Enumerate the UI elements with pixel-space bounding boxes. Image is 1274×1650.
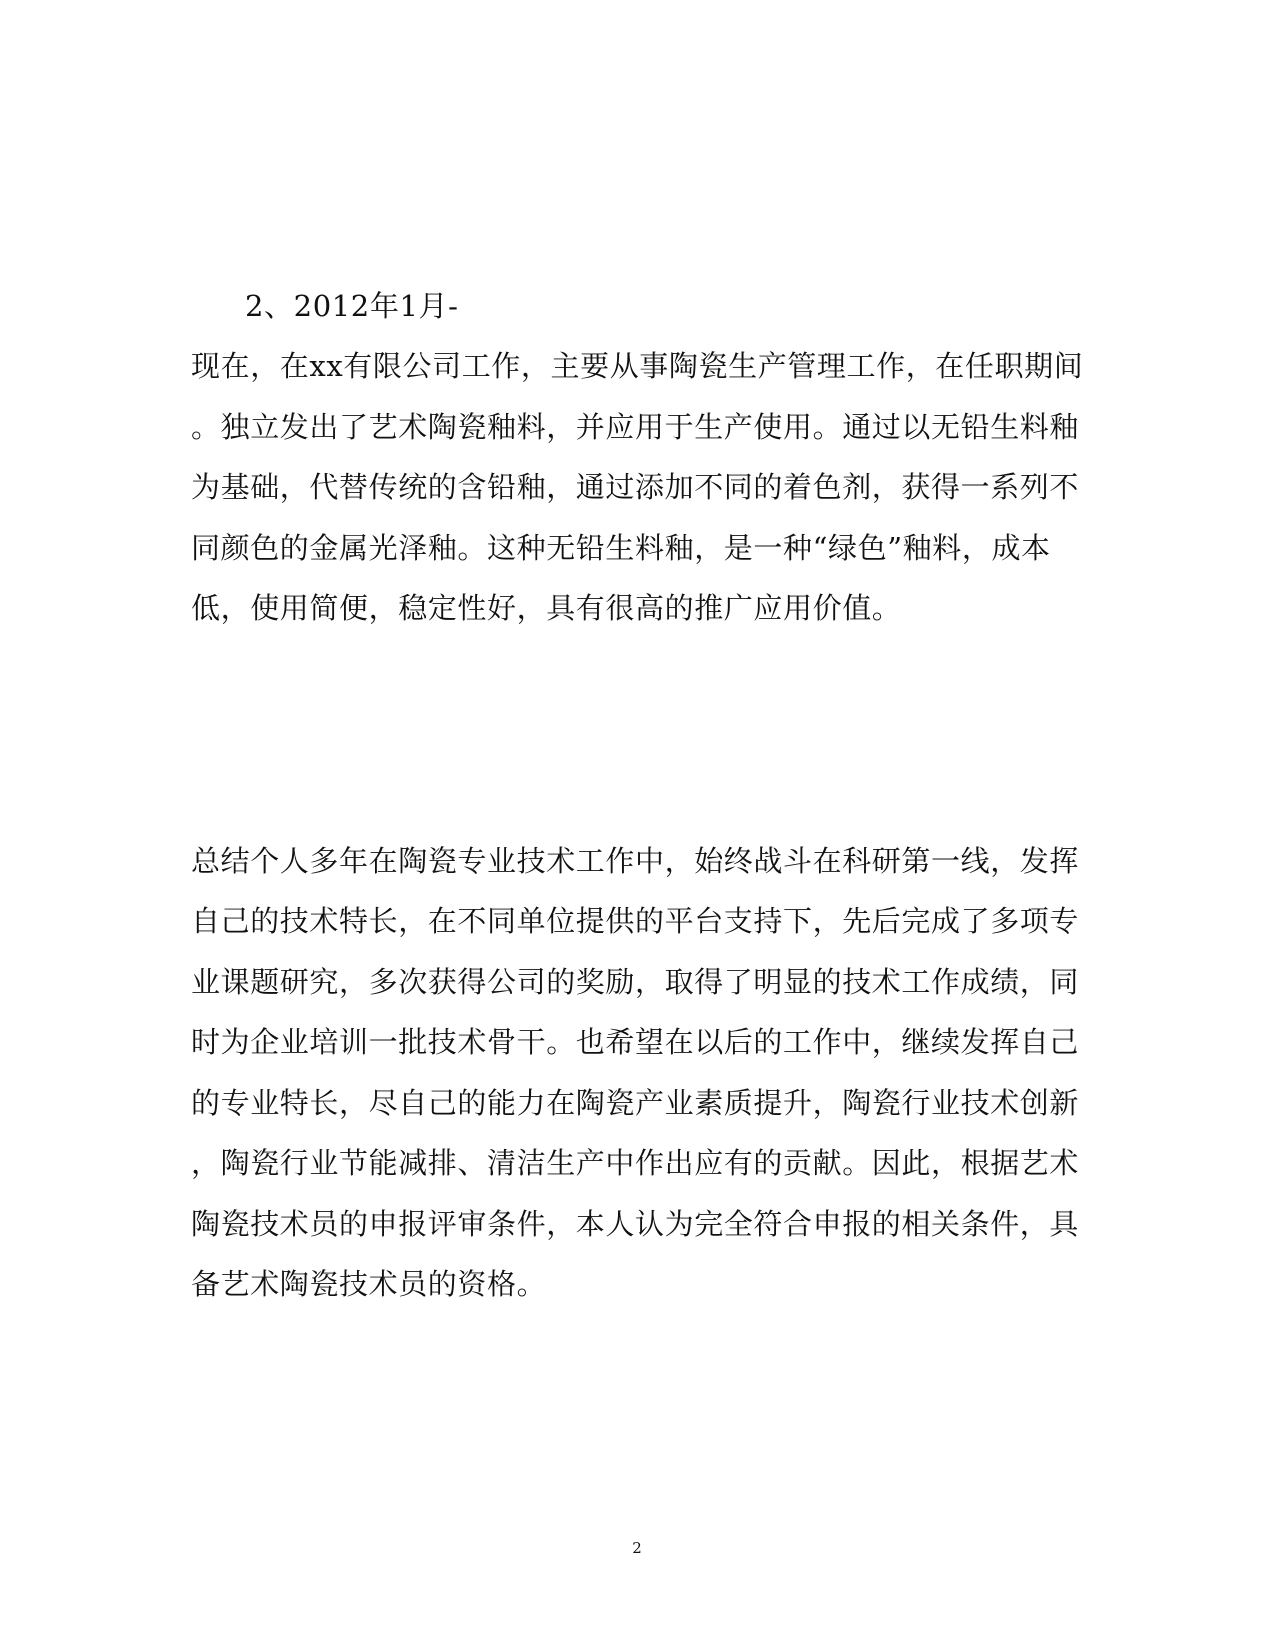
paragraph-line: 自己的技术特长，在不同单位提供的平台支持下，先后完成了多项专 (191, 904, 1080, 938)
paragraph-line: ，陶瓷行业节能减排、清洁生产中作出应有的贡献。因此，根据艺术 (191, 1146, 1080, 1180)
paragraph-line: 时为企业培训一批技术骨干。也希望在以后的工作中，继续发挥自己 (191, 1025, 1080, 1059)
paragraph-line: 同颜色的金属光泽釉。这种无铅生料釉，是一种“绿色”釉料，成本 (191, 531, 1051, 565)
page-number: 2 (632, 1539, 642, 1557)
paragraph-line: 陶瓷技术员的申报评审条件，本人认为完全符合申报的相关条件，具 (191, 1207, 1080, 1241)
paragraph-line: 总结个人多年在陶瓷专业技术工作中，始终战斗在科研第一线，发挥 (191, 844, 1080, 878)
paragraph-line: 低，使用简便，稳定性好，具有很高的推广应用价值。 (191, 591, 902, 625)
paragraph-line: 业课题研究，多次获得公司的奖励，取得了明显的技术工作成绩，同 (191, 965, 1080, 999)
paragraph-line: 为基础，代替传统的含铅釉，通过添加不同的着色剂，获得一系列不 (191, 470, 1080, 504)
paragraph-line: 2、2012年1月- (245, 289, 459, 323)
paragraph-line: 备艺术陶瓷技术员的资格。 (191, 1267, 547, 1301)
paragraph-line: 的专业特长，尽自己的能力在陶瓷产业素质提升，陶瓷行业技术创新 (191, 1086, 1080, 1120)
paragraph-line: 现在，在xx有限公司工作，主要从事陶瓷生产管理工作，在任职期间 (191, 349, 1084, 383)
paragraph-line: 。独立发出了艺术陶瓷釉料，并应用于生产使用。通过以无铅生料釉 (191, 410, 1080, 444)
